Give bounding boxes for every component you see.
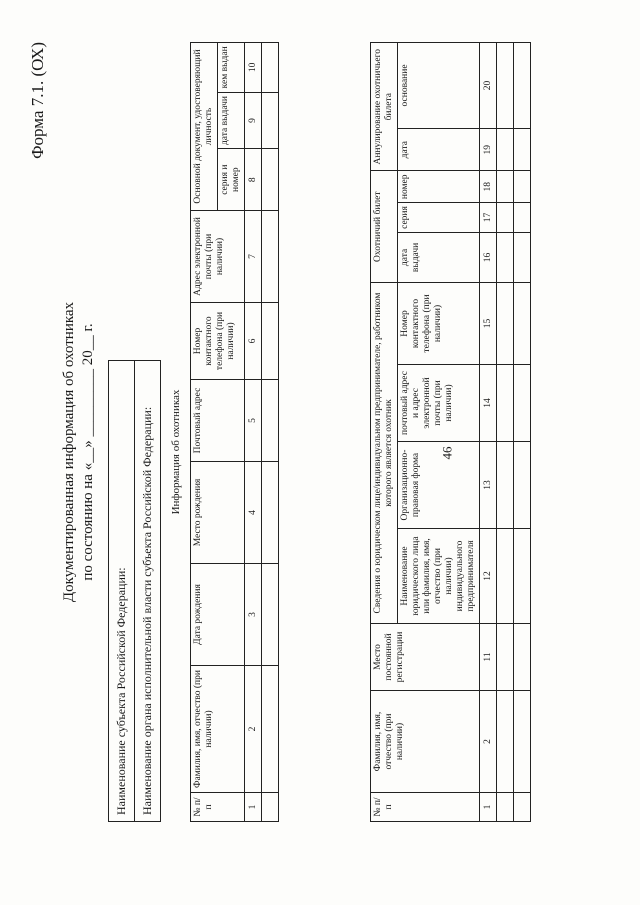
authority-name: Наименование органа исполнительной власти субъекта Российской Федерации: xyxy=(134,361,160,821)
num-cell: 1 xyxy=(245,793,262,822)
col-employer: Сведения о юридическом лице/индивидуальном предпринимателе, работником которого является охотник xyxy=(371,283,398,624)
form-sheet xyxy=(20,22,620,882)
num-cell: 20 xyxy=(480,43,497,129)
num-cell: 6 xyxy=(245,303,262,380)
col-doc: Основной документ, удостоверяющий личность xyxy=(191,43,218,211)
document-title xyxy=(60,22,98,882)
hunters-table xyxy=(190,42,279,822)
col-doc-issuer: кем выдан xyxy=(218,43,245,93)
num-cell: 16 xyxy=(480,232,497,282)
num-cell: 15 xyxy=(480,283,497,365)
col-ticket-date: дата выдачи xyxy=(398,232,480,282)
num-cell: 18 xyxy=(480,171,497,203)
num-cell: 17 xyxy=(480,203,497,233)
subject-box xyxy=(108,360,161,822)
col-ticket-series: серия xyxy=(398,203,480,233)
col-postal: Почтовый адрес xyxy=(191,380,245,462)
col-cancel-date: дата xyxy=(398,128,480,171)
num-cell: 13 xyxy=(480,442,497,529)
num-cell: 19 xyxy=(480,128,497,171)
num-cell: 3 xyxy=(245,564,262,666)
num-cell: 8 xyxy=(245,149,262,211)
col-birth-date: Дата рождения xyxy=(191,564,245,666)
col-cancel: Аннулирование охотничьего билета xyxy=(371,43,398,171)
subject-name: Наименование субъекта Российской Федерации: xyxy=(114,567,128,815)
col-doc-date: дата выдачи xyxy=(218,92,245,149)
num-cell: 10 xyxy=(245,43,262,93)
col-birth-place: Место рождения xyxy=(191,462,245,564)
col-emp-address: почтовый адрес и адрес электронной почты (при наличии) xyxy=(398,365,480,442)
table-row xyxy=(514,43,531,822)
col-emp-phone: Номер контактного телефона (при наличии) xyxy=(398,283,480,365)
col-fio: Фамилия, имя, отчество (при наличии) xyxy=(191,666,245,793)
col-residence: Место постоянной регистрации xyxy=(371,624,480,691)
page-number: 46 xyxy=(439,446,455,460)
col-emp-name: Наименование юридического лица или фамилия, имя, отчество (при наличии) индивидуального предпринимателя xyxy=(398,529,480,624)
num-cell: 2 xyxy=(480,691,497,793)
col-ticket: Охотничий билет xyxy=(371,171,398,283)
num-cell: 14 xyxy=(480,365,497,442)
num-cell: 1 xyxy=(480,793,497,822)
col-ticket-number: номер xyxy=(398,171,480,203)
col-emp-form: Организационно-правовая форма xyxy=(398,442,480,529)
title-line-1: Документированная информация об охотниках xyxy=(61,301,77,603)
num-cell: 11 xyxy=(480,624,497,691)
form-label: Форма 7.1. (ОХ) xyxy=(28,42,47,159)
col-num: № п/п xyxy=(191,793,245,822)
col-doc-series: серия и номер xyxy=(218,149,245,211)
title-line-2: по состоянию на «__» _________ 20__ г. xyxy=(80,323,96,581)
num-cell: 9 xyxy=(245,92,262,149)
num-cell: 12 xyxy=(480,529,497,624)
table-row xyxy=(480,43,497,822)
num-cell: 5 xyxy=(245,380,262,462)
table-row xyxy=(497,43,514,822)
section-caption: Информация об охотниках xyxy=(170,389,182,515)
col-phone: Номер контактного телефона (при наличии) xyxy=(191,303,245,380)
col-email: Адрес электронной почты (при наличии) xyxy=(191,211,245,303)
col-cancel-basis: основание xyxy=(398,43,480,129)
hunters-employer-table xyxy=(370,42,531,822)
table-row xyxy=(245,43,262,822)
num-cell: 7 xyxy=(245,211,262,303)
col-num: № п/п xyxy=(371,793,480,822)
num-cell: 2 xyxy=(245,666,262,793)
num-cell: 4 xyxy=(245,462,262,564)
table-row xyxy=(262,43,279,822)
col-fio: Фамилия, имя, отчество (при наличии) xyxy=(371,691,480,793)
